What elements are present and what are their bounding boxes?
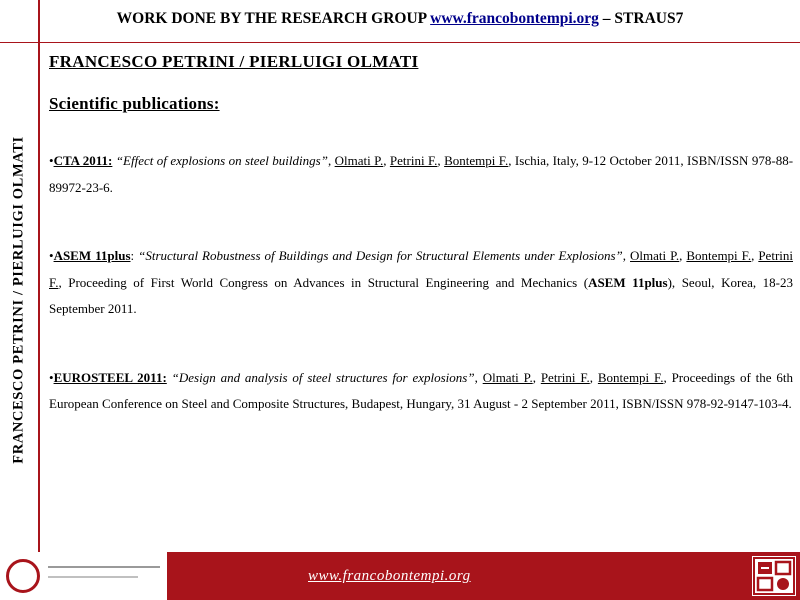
publication-title: “Effect of explosions on steel buildings” [115, 153, 328, 168]
separator: , [589, 369, 598, 385]
separator: , [622, 248, 631, 263]
publication-details: ), Seoul, Korea, 18-23 September 2011. [49, 274, 793, 316]
bullet: • [49, 369, 54, 385]
publication-details: , Proceeding of First World Congress on Advances in Structural Engineering and Mechanics ( [58, 274, 589, 290]
separator: : [130, 248, 139, 263]
author-link[interactable]: Petrini F. [540, 369, 590, 385]
header-link[interactable]: www.francobontempi.org [430, 10, 599, 27]
logo-text-line [48, 566, 160, 568]
conference-name: CTA 2011: [53, 153, 113, 168]
publication-details: , Proceedings of the 6th European Conference on Steel and Composite Structures, Budapest, Hungary, 31 August - 2 September 2011, ISBN/ISSN 978-92-9147-103-4. [49, 369, 794, 411]
sidebar-vertical-title: FRANCESCO PETRINI / PIERLUIGI OLMATI [10, 136, 27, 464]
bullet: • [49, 153, 54, 168]
author-link[interactable]: Olmati P. [334, 153, 384, 168]
seal-icon [6, 559, 40, 593]
author-link[interactable]: Bontempi F. [444, 153, 509, 168]
publication-title: “Structural Robustness of Buildings and Design for Structural Elements under Explosions” [138, 248, 623, 263]
separator: , [383, 153, 390, 168]
separator: , [532, 369, 541, 385]
stamp-icon [752, 556, 796, 596]
conference-name: EUROSTEEL 2011: [53, 369, 167, 385]
author-link[interactable]: Olmati P. [482, 369, 533, 385]
footer-link[interactable]: www.francobontempi.org [308, 568, 471, 584]
logo-text-line [48, 576, 138, 578]
header-divider [0, 42, 800, 43]
separator: , [437, 153, 445, 168]
publication-title: “Design and analysis of steel structures for explosions” [166, 369, 475, 385]
author-link[interactable]: Petrini F. [49, 248, 793, 290]
header-prefix: WORK DONE BY THE RESEARCH GROUP [116, 10, 427, 27]
main-content [49, 52, 793, 460]
header-suffix: – STRAUS7 [602, 10, 684, 27]
publication-item [49, 148, 793, 201]
authors-heading: FRANCESCO PETRINI / PIERLUIGI OLMATI [49, 52, 419, 71]
publication-item [49, 243, 793, 323]
publication-details: , Ischia, Italy, 9-12 October 2011, ISBN/ISSN 978-88-89972-23-6. [49, 153, 794, 195]
section-title: Scientific publications: [49, 94, 220, 113]
author-link[interactable]: Petrini F. [389, 153, 438, 168]
university-logo [0, 552, 167, 600]
author-link[interactable]: Bontempi F. [686, 248, 752, 263]
conference-acronym: ASEM 11plus [588, 274, 668, 290]
publication-item [49, 365, 793, 418]
sidebar-divider [38, 0, 40, 552]
bullet: • [49, 248, 54, 263]
stamp-logo [752, 556, 796, 596]
conference-name: ASEM 11plus [53, 248, 131, 263]
separator: , [679, 248, 687, 263]
page-header [40, 10, 760, 28]
author-link[interactable]: Olmati P. [630, 248, 680, 263]
separator: , [751, 248, 759, 263]
author-link[interactable]: Bontempi F. [597, 369, 664, 385]
separator: , [474, 369, 483, 385]
separator: , [327, 153, 335, 168]
